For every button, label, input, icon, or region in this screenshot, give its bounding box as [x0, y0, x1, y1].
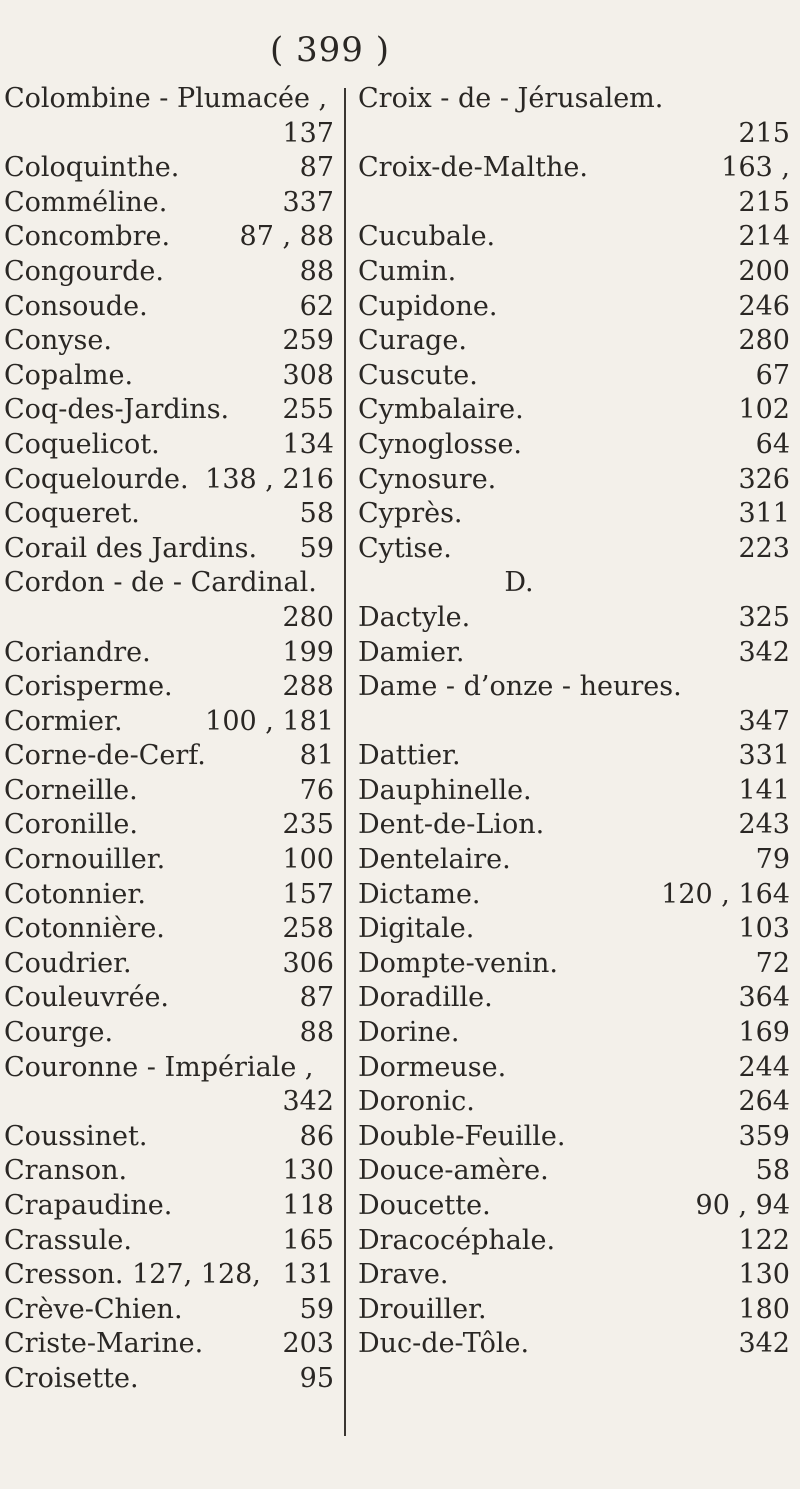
- entry-pages: 76: [299, 774, 334, 806]
- index-entry: [358, 843, 790, 878]
- entry-term: Conyse.: [4, 325, 112, 357]
- entry-pages: 87: [299, 152, 334, 184]
- entry-pages: 214: [738, 221, 790, 253]
- entry-pages: 259: [282, 325, 334, 357]
- entry-pages: 100: [282, 844, 334, 876]
- entry-term: Corne-de-Cerf.: [4, 740, 206, 772]
- entry-term: Cyprès.: [358, 498, 463, 530]
- entry-pages: 311: [738, 498, 790, 530]
- index-entry: [358, 1224, 790, 1259]
- entry-term: Criste-Marine.: [4, 1328, 204, 1360]
- index-entry: [4, 463, 334, 498]
- entry-pages: 130: [738, 1259, 790, 1291]
- entry-pages: 165: [282, 1224, 334, 1256]
- entry-term: Cornouiller.: [4, 844, 166, 876]
- entry-pages: 280: [738, 325, 790, 357]
- entry-pages: 81: [299, 740, 334, 772]
- entry-pages: 79: [755, 844, 790, 876]
- entry-pages: 342: [738, 1328, 790, 1360]
- index-entry: [358, 428, 790, 463]
- entry-term: Copalme.: [4, 359, 134, 391]
- entry-pages: 72: [755, 947, 790, 979]
- entry-pages: 258: [282, 913, 334, 945]
- entry-pages: 131: [282, 1259, 334, 1291]
- entry-term: Croix-de-Malthe.: [358, 152, 588, 184]
- index-entry: [358, 1327, 790, 1362]
- index-entry: [4, 1120, 334, 1155]
- entry-pages: 100 , 181: [205, 705, 334, 737]
- entry-pages: 64: [755, 428, 790, 460]
- index-entry: [4, 1327, 334, 1362]
- entry-term: Coriandre.: [4, 636, 151, 668]
- entry-pages: 59: [299, 532, 334, 564]
- entry-pages: 326: [738, 463, 790, 495]
- entry-pages: 235: [282, 809, 334, 841]
- entry-term: Coronille.: [4, 809, 138, 841]
- entry-pages: 308: [282, 359, 334, 391]
- entry-pages: 288: [282, 671, 334, 703]
- entry-pages: 120 , 164: [661, 878, 790, 910]
- index-entry: [358, 947, 790, 982]
- index-entry: [4, 739, 334, 774]
- entry-pages: 137: [282, 117, 334, 149]
- index-entry: [358, 705, 790, 740]
- entry-pages: 280: [282, 601, 334, 633]
- index-entry: [4, 1154, 334, 1189]
- entry-term: Corneille.: [4, 774, 138, 806]
- index-entry: [358, 463, 790, 498]
- page-number: ( 399 ): [269, 30, 391, 70]
- index-entry: [4, 1051, 334, 1086]
- entry-term: Dentelaire.: [358, 844, 511, 876]
- entry-pages: 138 , 216: [205, 463, 334, 495]
- entry-pages: 122: [738, 1224, 790, 1256]
- entry-pages: 90 , 94: [695, 1190, 790, 1221]
- index-entry: [4, 151, 334, 186]
- entry-pages: 244: [738, 1051, 790, 1083]
- index-entry: [358, 601, 790, 636]
- entry-term: Curage.: [358, 325, 467, 357]
- entry-term: Couleuvrée.: [4, 982, 170, 1014]
- index-entry: [4, 255, 334, 290]
- index-entry: [358, 1189, 790, 1224]
- index-entry: [4, 186, 334, 221]
- entry-term: Congourde.: [4, 255, 164, 287]
- entry-term: Crapaudine.: [4, 1190, 173, 1221]
- index-entry: [4, 324, 334, 359]
- entry-term: Coq-des-Jardins.: [4, 394, 230, 426]
- index-entry: [4, 808, 334, 843]
- entry-pages: 325: [738, 601, 790, 633]
- entry-pages: 59: [299, 1293, 334, 1325]
- entry-term: Crassule.: [4, 1224, 132, 1256]
- index-entry: [4, 1085, 334, 1120]
- entry-pages: 169: [738, 1017, 790, 1049]
- entry-term: Comméline.: [4, 186, 168, 218]
- index-entry: [358, 808, 790, 843]
- entry-pages: 141: [738, 774, 790, 806]
- index-entry: [4, 1224, 334, 1259]
- entry-pages: 342: [738, 636, 790, 668]
- entry-pages: 215: [738, 117, 790, 149]
- index-entry: [358, 774, 790, 809]
- index-entry: [358, 497, 790, 532]
- index-entry: [358, 1120, 790, 1155]
- entry-term: Consoude.: [4, 290, 148, 322]
- entry-term: Dorine.: [358, 1017, 460, 1049]
- section-letter: D.: [504, 567, 534, 599]
- index-entry: [358, 878, 790, 913]
- entry-term: Double-Feuille.: [358, 1120, 566, 1152]
- entry-pages: 264: [738, 1086, 790, 1118]
- entry-pages: 200: [738, 255, 790, 287]
- entry-pages: 223: [738, 532, 790, 564]
- entry-term: Coqueret.: [4, 498, 140, 530]
- entry-pages: 87 , 88: [239, 221, 334, 253]
- index-entry: [358, 290, 790, 325]
- entry-term: Dormeuse.: [358, 1051, 507, 1083]
- index-entry: [4, 912, 334, 947]
- entry-term: Colombine - Plumacée ,: [4, 83, 328, 114]
- index-entry: [358, 82, 790, 117]
- entry-term: Courge.: [4, 1017, 114, 1049]
- index-entry: [4, 636, 334, 671]
- index-entry: [4, 1293, 334, 1328]
- entry-term: Coussinet.: [4, 1120, 148, 1152]
- entry-term: Cotonnier.: [4, 878, 146, 910]
- entry-term: Cynosure.: [358, 463, 497, 495]
- index-entry: [4, 393, 334, 428]
- entry-term: Cumin.: [358, 255, 457, 287]
- entry-term: Cucubale.: [358, 221, 496, 253]
- entry-pages: 255: [282, 394, 334, 426]
- index-entry: [4, 670, 334, 705]
- index-entry: [4, 878, 334, 913]
- entry-pages: 215: [738, 186, 790, 218]
- right-index-column: [358, 82, 790, 1362]
- entry-term: Cuscute.: [358, 359, 478, 391]
- index-entry: [358, 186, 790, 221]
- entry-term: Coquelourde.: [4, 463, 189, 495]
- index-entry: [358, 1258, 790, 1293]
- entry-pages: 199: [282, 636, 334, 668]
- entry-term: Dent-de-Lion.: [358, 809, 545, 841]
- index-entry: [4, 359, 334, 394]
- entry-pages: 134: [282, 428, 334, 460]
- entry-pages: 88: [299, 1017, 334, 1049]
- entry-term: Cordon - de - Cardinal.: [4, 567, 317, 599]
- index-entry: [358, 532, 790, 567]
- entry-pages: 58: [299, 498, 334, 530]
- index-entry: [4, 774, 334, 809]
- index-entry: [4, 1189, 334, 1224]
- index-entry: [4, 220, 334, 255]
- index-entry: [4, 82, 334, 117]
- entry-pages: 62: [299, 290, 334, 322]
- column-divider: [344, 88, 346, 1436]
- entry-pages: 359: [738, 1120, 790, 1152]
- index-entry: [4, 601, 334, 636]
- index-entry: [358, 1293, 790, 1328]
- index-entry: [358, 220, 790, 255]
- index-entry: [358, 359, 790, 394]
- index-entry: [358, 1051, 790, 1086]
- left-index-column: [4, 82, 334, 1397]
- entry-term: Cynoglosse.: [358, 428, 523, 460]
- entry-term: Cupidone.: [358, 290, 498, 322]
- entry-term: Cormier.: [4, 705, 123, 737]
- entry-term: Drouiller.: [358, 1293, 487, 1325]
- index-entry: [4, 290, 334, 325]
- index-entry: [4, 1258, 334, 1293]
- index-entry: [358, 117, 790, 152]
- entry-term: Dauphinelle.: [358, 774, 532, 806]
- entry-pages: 130: [282, 1155, 334, 1187]
- entry-pages: 88: [299, 255, 334, 287]
- entry-pages: 86: [299, 1120, 334, 1152]
- entry-term: Doronic.: [358, 1086, 475, 1118]
- entry-term: Dattier.: [358, 740, 461, 772]
- entry-term: Damier.: [358, 636, 465, 668]
- index-entry: [358, 912, 790, 947]
- index-entry: [4, 1362, 334, 1397]
- index-entry: [358, 151, 790, 186]
- entry-term: Croix - de - Jérusalem.: [358, 83, 664, 114]
- index-entry: [4, 843, 334, 878]
- entry-term: Coloquinthe.: [4, 152, 180, 184]
- entry-term: Crève-Chien.: [4, 1293, 183, 1325]
- entry-term: Digitale.: [358, 913, 475, 945]
- entry-pages: 102: [738, 394, 790, 426]
- entry-term: Corail des Jardins.: [4, 532, 258, 564]
- index-entry: [4, 981, 334, 1016]
- entry-term: Duc-de-Tôle.: [358, 1328, 530, 1360]
- index-entry: [4, 947, 334, 982]
- entry-pages: 306: [282, 947, 334, 979]
- entry-pages: 337: [282, 186, 334, 218]
- entry-pages: 95: [299, 1362, 334, 1394]
- entry-term: Couronne - Impériale ,: [4, 1051, 314, 1083]
- entry-term: Cotonnière.: [4, 913, 165, 945]
- index-entry: [358, 1016, 790, 1051]
- entry-pages: 103: [738, 913, 790, 945]
- index-entry: [358, 324, 790, 359]
- index-entry: [358, 636, 790, 671]
- entry-term: Concombre.: [4, 221, 171, 253]
- index-entry: [4, 1016, 334, 1051]
- entry-term: Cresson. 127, 128,: [4, 1259, 261, 1291]
- index-entry: [358, 255, 790, 290]
- entry-term: Doradille.: [358, 982, 493, 1014]
- index-entry: [4, 705, 334, 740]
- entry-term: Coudrier.: [4, 947, 132, 979]
- index-entry: [358, 670, 790, 705]
- entry-pages: 203: [282, 1328, 334, 1360]
- index-entry: [358, 1154, 790, 1189]
- index-entry: [358, 1085, 790, 1120]
- entry-term: Dompte-venin.: [358, 947, 558, 979]
- entry-pages: 87: [299, 982, 334, 1014]
- entry-term: Douce-amère.: [358, 1155, 549, 1187]
- entry-term: Drave.: [358, 1259, 449, 1291]
- index-entry: [358, 393, 790, 428]
- entry-term: Dame - d’onze - heures.: [358, 671, 682, 703]
- entry-pages: 331: [738, 740, 790, 772]
- entry-pages: 118: [282, 1190, 334, 1221]
- index-entry: [4, 117, 334, 152]
- index-entry: [358, 739, 790, 774]
- entry-pages: 67: [755, 359, 790, 391]
- entry-term: Dictame.: [358, 878, 481, 910]
- index-entry: [4, 428, 334, 463]
- entry-term: Cytise.: [358, 532, 452, 564]
- entry-pages: 163 ,: [721, 152, 790, 184]
- entry-pages: 246: [738, 290, 790, 322]
- index-entry: [4, 532, 334, 567]
- index-entry: [4, 497, 334, 532]
- entry-pages: 342: [282, 1086, 334, 1118]
- entry-pages: 364: [738, 982, 790, 1014]
- entry-term: Cymbalaire.: [358, 394, 524, 426]
- entry-term: Croisette.: [4, 1362, 139, 1394]
- index-entry: [358, 981, 790, 1016]
- entry-term: Dactyle.: [358, 601, 471, 633]
- entry-term: Coquelicot.: [4, 428, 160, 460]
- entry-pages: 180: [738, 1293, 790, 1325]
- entry-pages: 157: [282, 878, 334, 910]
- entry-term: Cranson.: [4, 1155, 128, 1187]
- entry-pages: 347: [738, 705, 790, 737]
- entry-term: Doucette.: [358, 1190, 491, 1221]
- entry-term: Corisperme.: [4, 671, 173, 703]
- index-entry: [4, 566, 334, 601]
- entry-term: Dracocéphale.: [358, 1224, 556, 1256]
- entry-pages: 243: [738, 809, 790, 841]
- entry-pages: 58: [755, 1155, 790, 1187]
